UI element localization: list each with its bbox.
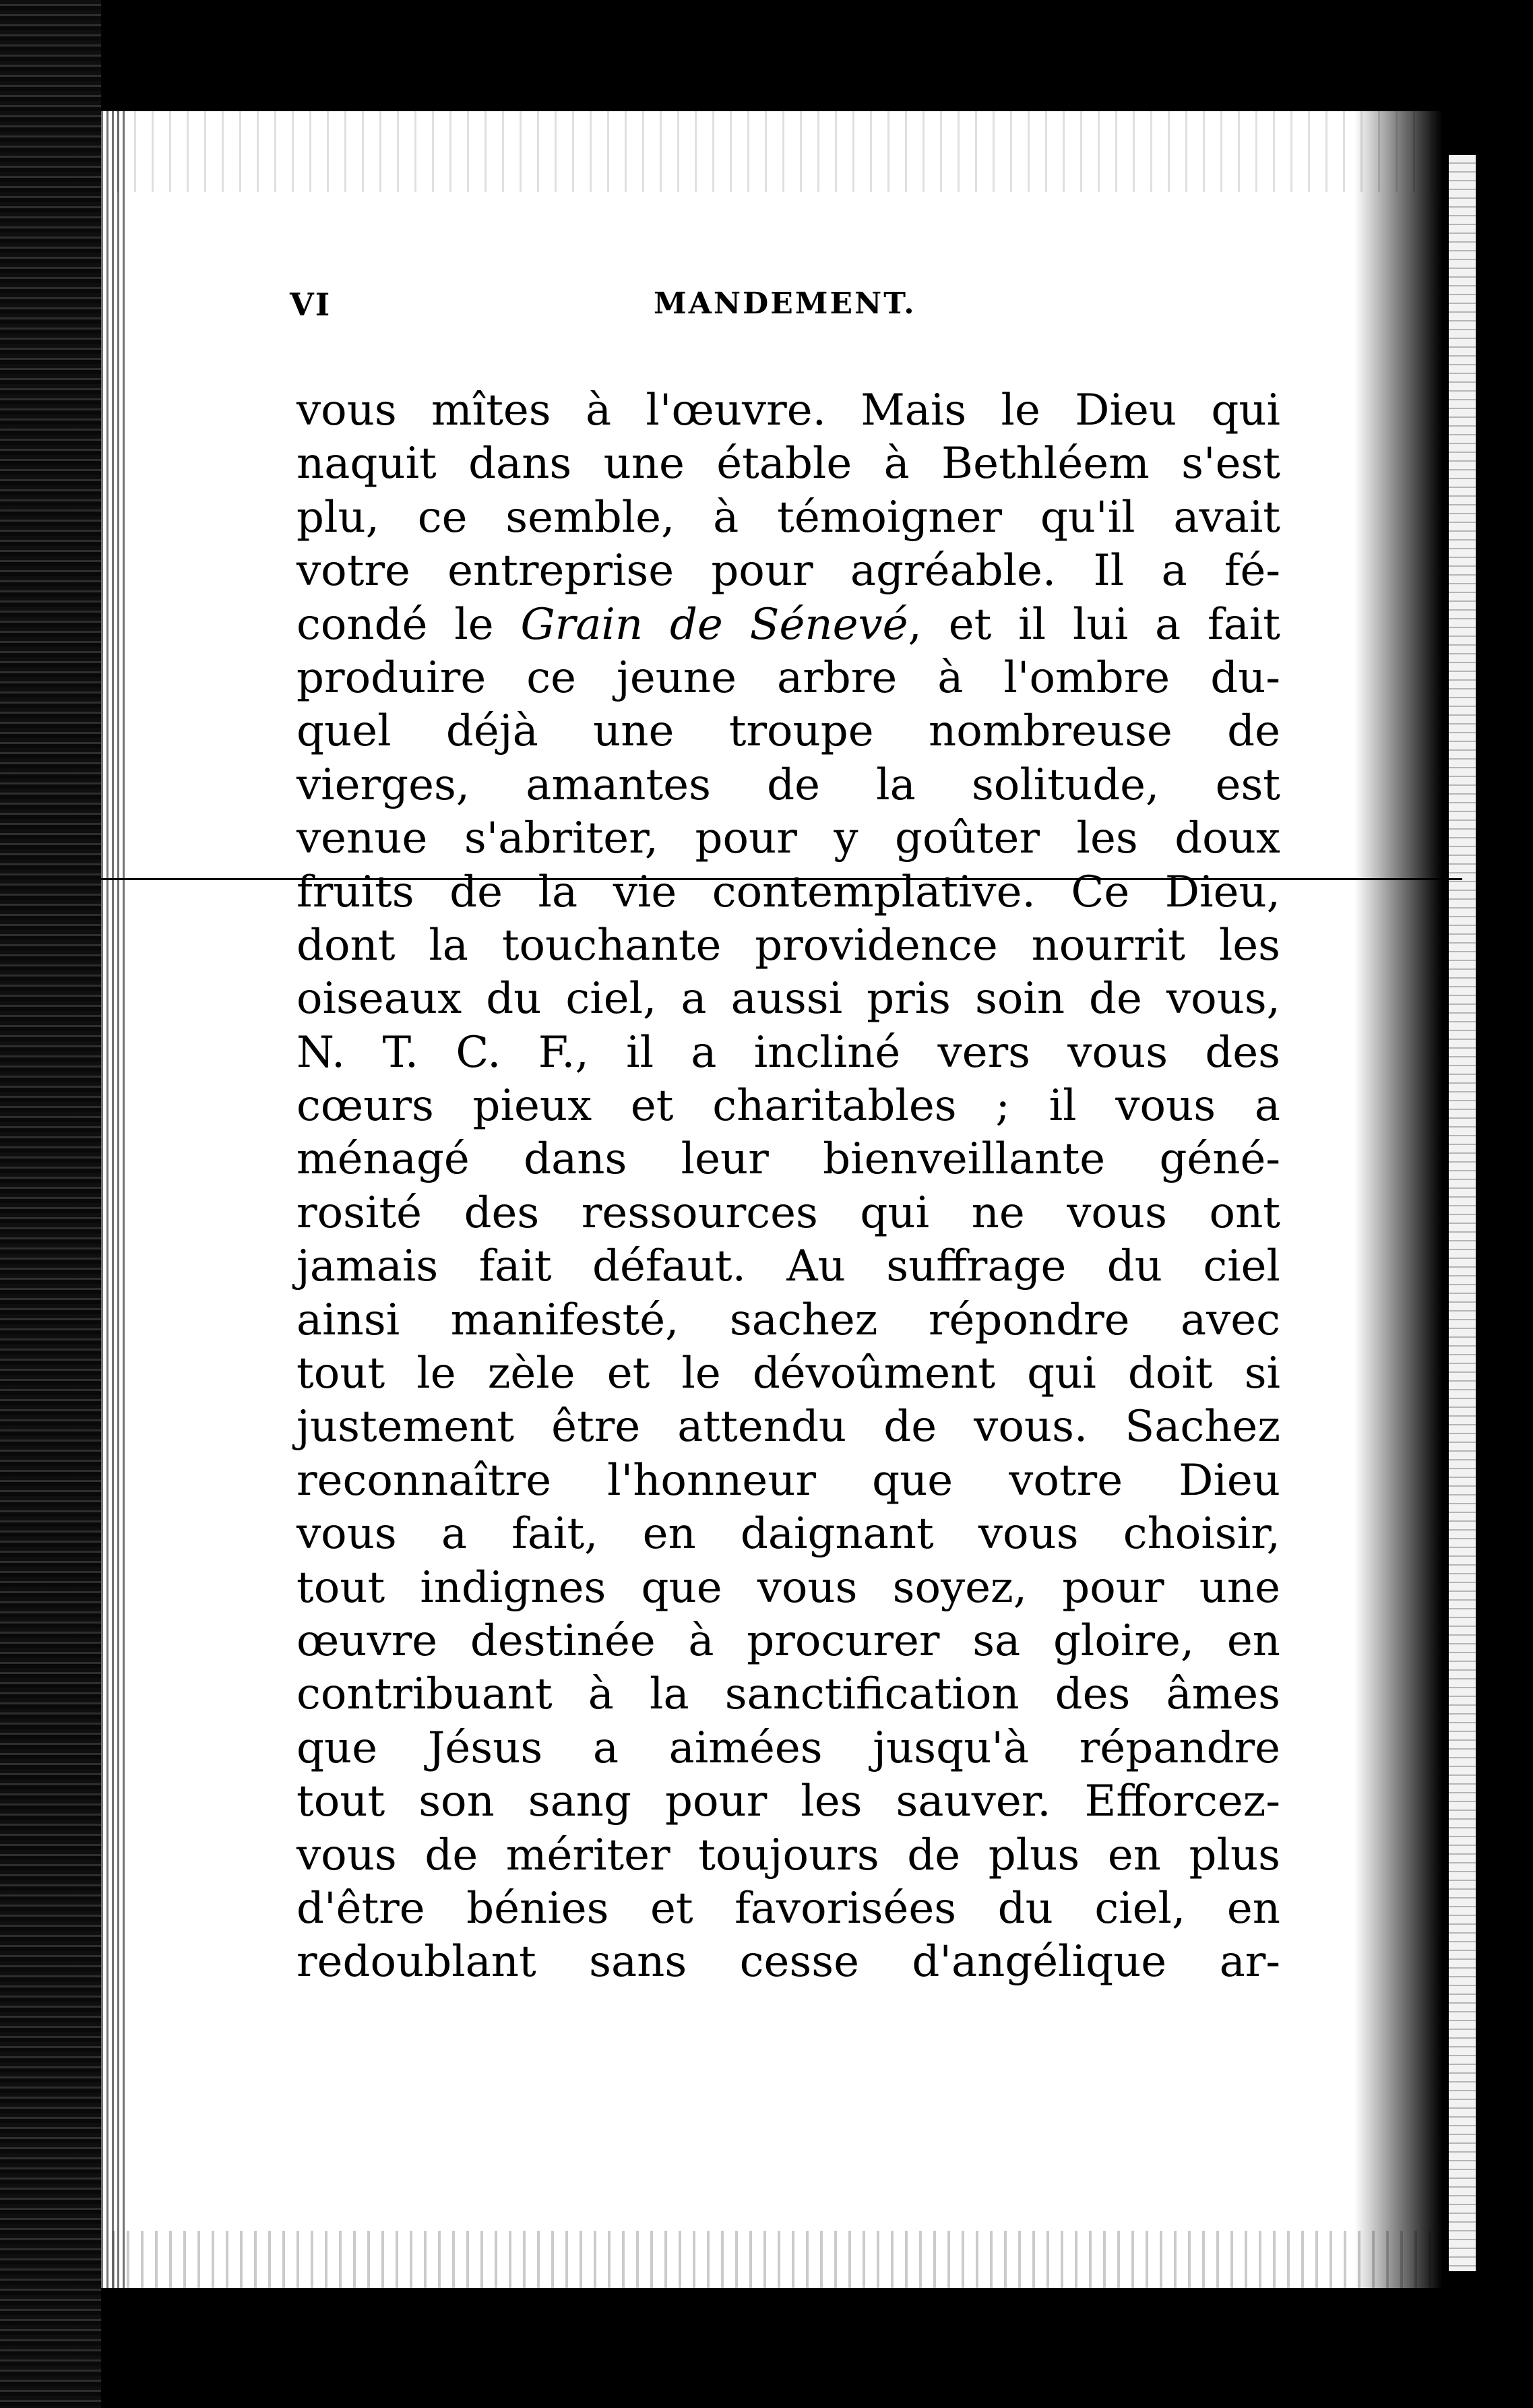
text-line: contribuant à la sanctification des âmes bbox=[296, 1669, 1280, 1720]
text-line: dont la touchante providence nourrit les bbox=[296, 920, 1280, 970]
text-line: tout le zèle et le dévoûment qui doit si bbox=[296, 1349, 1280, 1399]
text-line: jamais fait défaut. Au suffrage du ciel bbox=[296, 1241, 1280, 1292]
text-line: vous de mériter toujours de plus en plus bbox=[296, 1830, 1280, 1880]
text-line: ménagé dans leur bienveillante géné- bbox=[296, 1134, 1280, 1185]
text-line: venue s'abriter, pour y goûter les doux bbox=[296, 813, 1280, 864]
running-title: MANDEMENT. bbox=[654, 286, 916, 321]
page-number: VI bbox=[290, 286, 332, 323]
text-line: votre entreprise pour agréable. Il a fé- bbox=[296, 546, 1280, 596]
text-line: tout son sang pour les sauver. Efforcez- bbox=[296, 1777, 1280, 1827]
text-line: oiseaux du ciel, a aussi pris soin de vous, bbox=[296, 974, 1280, 1024]
text-line: œuvre destinée à procurer sa gloire, en bbox=[296, 1615, 1280, 1666]
next-page-edge bbox=[1449, 155, 1476, 2271]
text-line: cœurs pieux et charitables ; il vous a bbox=[296, 1081, 1280, 1132]
text-line: plu, ce semble, à témoigner qu'il avait bbox=[296, 492, 1280, 543]
text-line: vous a fait, en daignant vous choisir, bbox=[296, 1509, 1280, 1560]
text-line: vous mîtes à l'œuvre. Mais le Dieu qui bbox=[296, 385, 1280, 435]
text-line: d'être bénies et favorisées du ciel, en bbox=[296, 1883, 1280, 1934]
italic-title: Grain de Sénevé bbox=[520, 599, 908, 650]
body-text bbox=[296, 384, 1280, 1989]
text-line: redoublant sans cesse d'angélique ar- bbox=[296, 1937, 1280, 1987]
binding-edge bbox=[101, 111, 128, 2288]
text-line: condé le Grain de Sénevé, et il lui a fait bbox=[296, 599, 1281, 650]
text-line: vierges, amantes de la solitude, est bbox=[296, 760, 1280, 810]
text-line: produire ce jeune arbre à l'ombre du- bbox=[296, 652, 1280, 703]
text-line: que Jésus a aimées jusqu'à répandre bbox=[296, 1723, 1280, 1773]
scan-noise-bottom bbox=[101, 2231, 1442, 2291]
text-line: fruits de la vie contemplative. Ce Dieu, bbox=[296, 867, 1280, 917]
text-line: rosité des ressources qui ne vous ont bbox=[296, 1187, 1280, 1238]
text-line: ainsi manifesté, sachez répondre avec bbox=[296, 1295, 1280, 1345]
page-header bbox=[290, 286, 1274, 334]
text-line: justement être attendu de vous. Sachez bbox=[296, 1402, 1280, 1452]
right-page-shadow bbox=[1354, 111, 1442, 2288]
text-line: reconnaître l'honneur que votre Dieu bbox=[296, 1455, 1280, 1506]
scan-noise-top bbox=[101, 111, 1442, 192]
text-line: tout indignes que vous soyez, pour une bbox=[296, 1562, 1280, 1613]
text-line: N. T. C. F., il a incliné vers vous des bbox=[296, 1027, 1280, 1078]
text-line: naquit dans une étable à Bethléem s'est bbox=[296, 439, 1280, 489]
text-line: quel déjà une troupe nombreuse de bbox=[296, 706, 1280, 757]
left-gutter-shadow bbox=[0, 0, 101, 2408]
